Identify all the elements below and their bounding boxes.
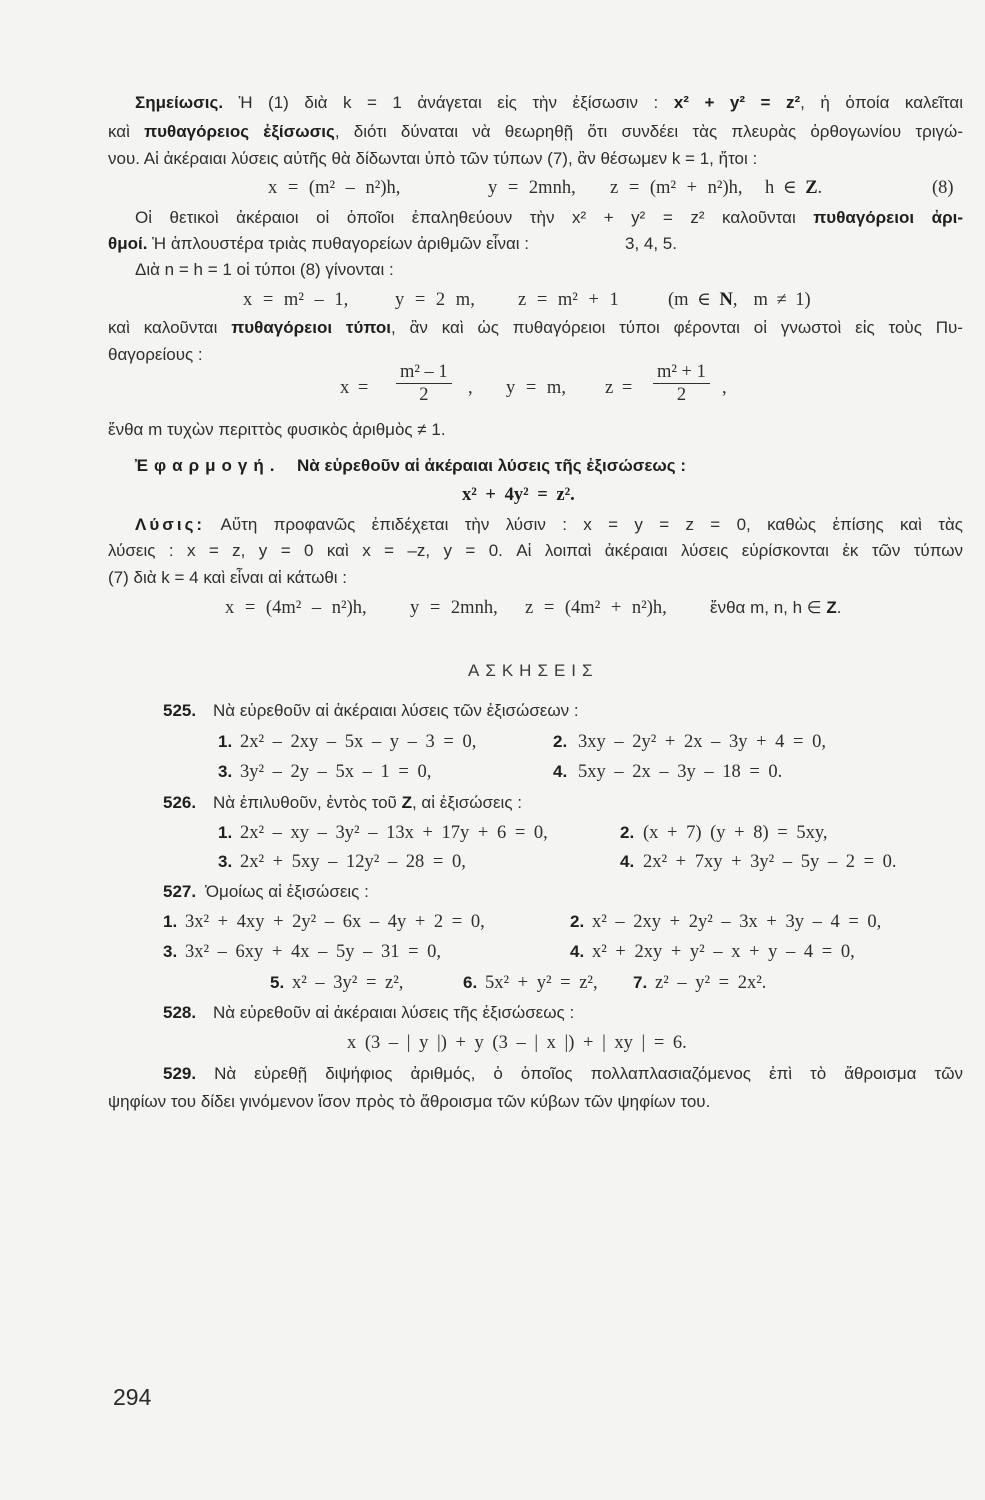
fraction-formula-y: y = m, — [506, 378, 566, 398]
item-equation: z² – y² = 2x². — [655, 973, 767, 993]
exercises-heading: ΑΣΚΗΣΕΙΣ — [468, 661, 599, 680]
fraction-x-numerator: m² – 1 — [396, 361, 452, 384]
pythagorean-triple: 3, 4, 5. — [625, 234, 677, 253]
solution-formula-x: x = (4m² – n²)h, — [225, 598, 367, 618]
solution-formula-domain — [710, 596, 841, 620]
exercise-prompt: Νὰ εὑρεθοῦν αἱ ἀκέραιαι λύσεις τῆς ἐξισώσεως : — [213, 1003, 575, 1022]
formula-8-domain — [765, 176, 822, 200]
note-line-2 — [108, 120, 963, 144]
note-text: καὶ — [108, 122, 130, 141]
fraction-x — [396, 361, 452, 406]
special-formula-x: x = m² – 1, — [243, 290, 349, 310]
item-number: 4. — [620, 852, 635, 871]
application-equation: x² + 4y² = z². — [462, 485, 575, 505]
item-equation: 5xy – 2x – 3y – 18 = 0. — [578, 762, 783, 782]
fraction-z — [653, 361, 710, 406]
odd-number-condition: ἔνθα m τυχὼν περιττὸς φυσικὸς ἀριθμὸς ≠ 1. — [108, 420, 446, 439]
item-number: 5. — [270, 973, 285, 992]
solution-formula-z: z = (4m² + n²)h, — [525, 598, 667, 618]
item-number: 1. — [163, 912, 178, 931]
pythagorean-line-5 — [135, 206, 963, 230]
integer-set-symbol: Z — [826, 598, 837, 617]
note-line-3: νου. Αἱ ἀκέραιαι λύσεις αὐτῆς θὰ δίδωνται ὑπὸ τῶν τύπων (7), ἂν θέσωμεν k = 1, ἤτοι : — [108, 149, 758, 168]
body-text: , ἂν καὶ ὡς πυθαγόρειοι τύποι φέρονται οἱ γνωστοὶ εἰς τοὺς Πυ- — [391, 318, 963, 337]
natural-set-symbol: N — [719, 290, 733, 310]
fraction-formula-comma: , — [468, 378, 473, 398]
item-equation: 2x² – 2xy – 5x – y – 3 = 0, — [240, 732, 477, 752]
item-number: 1. — [218, 732, 233, 751]
formula-8-domain-text: h ∈ — [765, 178, 797, 198]
condition-comma: , — [732, 290, 738, 310]
equation-tag: (8) — [932, 178, 954, 198]
fraction-z-numerator: m² + 1 — [653, 361, 710, 384]
solution-domain-text: ἔνθα m, n, h ∈ — [710, 598, 822, 617]
integer-set-symbol: Z — [401, 793, 412, 812]
item-equation: x² – 2xy + 2y² – 3x + 3y – 4 = 0, — [592, 912, 882, 932]
note-text: , ἡ ὁποία καλεῖται — [800, 93, 963, 112]
special-formula-z: z = m² + 1 — [518, 290, 619, 310]
note-text: Ἡ (1) διὰ k = 1 ἀνάγεται εἰς τὴν ἐξίσωσιν : — [238, 93, 659, 112]
fraction-formula-x-lhs: x = — [340, 378, 369, 398]
solution-formula-y: y = 2mnh, — [410, 598, 498, 618]
pythagorean-formulas-term: πυθαγόρειοι τύποι — [231, 318, 392, 337]
fraction-z-denominator: 2 — [676, 385, 687, 405]
item-number: 4. — [553, 762, 568, 781]
body-text: καὶ καλοῦνται — [108, 318, 218, 337]
exercise-529-line-1 — [163, 1062, 963, 1086]
pythagorean-equation-term: πυθαγόρειος ἐξίσωσις — [144, 122, 335, 141]
pythagorean-formulas-line-9 — [108, 316, 963, 340]
prompt-text: , αἱ ἐξισώσεις : — [411, 793, 522, 812]
solution-domain-period: . — [836, 598, 842, 617]
item-equation: 5x² + y² = z², — [485, 973, 598, 993]
fraction-x-denominator: 2 — [419, 385, 429, 405]
condition-rest: m ≠ 1) — [753, 290, 811, 310]
item-equation: (x + 7) (y + 8) = 5xy, — [643, 823, 828, 843]
item-number: 6. — [463, 973, 478, 992]
item-number: 3. — [218, 852, 233, 871]
exercise-number: 526. — [163, 793, 197, 812]
pythagorean-line-6 — [108, 232, 529, 256]
exercise-prompt — [213, 791, 522, 815]
formula-8-y: y = 2mnh, — [488, 178, 576, 198]
fraction-formula-z-lhs: z = — [605, 378, 633, 398]
pythagorean-numbers-term: πυθαγόρειοι ἀρι- — [813, 208, 963, 227]
body-text: Ἡ ἁπλουστέρα τριὰς πυθαγορείων ἀριθμῶν εἶναι : — [152, 234, 529, 253]
item-equation: 3xy – 2y² + 2x – 3y + 4 = 0, — [578, 732, 826, 752]
item-equation: 3y² – 2y – 5x – 1 = 0, — [240, 762, 432, 782]
exercise-number: 529. — [163, 1064, 197, 1083]
exercise-number: 525. — [163, 701, 197, 720]
solution-line-2: λύσεις : x = z, y = 0 καὶ x = –z, y = 0. Αἱ λοιπαὶ ἀκέραιαι λύσεις εὑρίσκονται ἐκ τῶν τύπων — [108, 541, 963, 560]
condition-open: (m ∈ — [668, 290, 711, 310]
item-number: 7. — [633, 973, 648, 992]
item-number: 3. — [218, 762, 233, 781]
item-number: 3. — [163, 942, 178, 961]
formula-8-z: z = (m² + n²)h, — [610, 178, 743, 198]
item-equation: x² + 2xy + y² – x + y – 4 = 0, — [592, 942, 855, 962]
fraction-formula-end-comma: , — [722, 378, 727, 398]
note-label: Σημείωσις. — [135, 93, 224, 112]
item-number: 1. — [218, 823, 233, 842]
item-equation: 2x² + 5xy – 12y² – 28 = 0, — [240, 852, 466, 872]
note-line-1 — [135, 91, 963, 115]
application-label: Ἐφαρμογή. — [135, 456, 281, 475]
body-text: Οἱ θετικοὶ ἀκέραιοι οἱ ὁποῖοι ἐπαληθεύουν τὴν x² + y² = z² καλοῦνται — [135, 208, 796, 227]
application-prompt: Νὰ εὑρεθοῦν αἱ ἀκέραιαι λύσεις τῆς ἐξισώσεως : — [297, 456, 686, 475]
pythagorean-numbers-term-end: θμοί. — [108, 234, 148, 253]
special-formula-y: y = 2 m, — [395, 290, 475, 310]
integer-set-symbol: Z — [805, 178, 818, 198]
exercise-529-line-2: ψηφίων του δίδει γινόμενον ἴσον πρὸς τὸ ἄθροισμα τῶν κύβων τῶν ψηφίων του. — [108, 1092, 711, 1111]
special-formula-condition — [668, 288, 811, 312]
solution-line-3: (7) διὰ k = 4 καὶ εἶναι αἱ κάτωθι : — [108, 568, 348, 587]
formula-8-period: . — [817, 178, 823, 198]
item-equation: 2x² + 7xy + 3y² – 5y – 2 = 0. — [643, 852, 897, 872]
note-text: , διότι δύναται νὰ θεωρηθῇ ὅτι συνδέει τὰς πλευρὰς ὀρθογωνίου τριγώ- — [334, 122, 963, 141]
exercise-prompt: Νὰ εὑρεθοῦν αἱ ἀκέραιαι λύσεις τῶν ἐξισώσεων : — [213, 701, 579, 720]
page-number: 294 — [113, 1384, 152, 1410]
prompt-text: Νὰ ἐπιλυθοῦν, ἐντὸς τοῦ — [213, 793, 397, 812]
pythagorean-formulas-line-10: θαγορείους : — [108, 345, 203, 364]
item-equation: 3x² + 4xy + 2y² – 6x – 4y + 2 = 0, — [185, 912, 485, 932]
solution-line-1 — [135, 513, 963, 537]
item-equation: 3x² – 6xy + 4x – 5y – 31 = 0, — [185, 942, 442, 962]
item-equation: 2x² – xy – 3y² – 13x + 17y + 6 = 0, — [240, 823, 548, 843]
exercise-number: 527. — [163, 882, 197, 901]
exercise-prompt: Νὰ εὑρεθῇ διψήφιος ἀριθμός, ὁ ὁποῖος πολλαπλασιαζόμενος ἐπὶ τὸ ἄθροισμα τῶν — [214, 1064, 963, 1083]
pythagorean-equation: x² + y² = z² — [673, 93, 801, 112]
exercise-number: 528. — [163, 1003, 197, 1022]
item-number: 2. — [553, 732, 568, 751]
exercise-prompt: Ὁμοίως αἱ ἐξισώσεις : — [205, 882, 369, 901]
formula-8-x: x = (m² – n²)h, — [268, 178, 401, 198]
pythagorean-line-7: Διὰ n = h = 1 οἱ τύποι (8) γίνονται : — [135, 260, 394, 279]
item-number: 2. — [570, 912, 585, 931]
item-equation: x² – 3y² = z², — [292, 973, 404, 993]
body-text: Αὕτη προφανῶς ἐπιδέχεται τὴν λύσιν : x = y = z = 0, καθὼς ἐπίσης καὶ τὰς — [220, 515, 963, 534]
item-number: 2. — [620, 823, 635, 842]
solution-label: Λύσις: — [135, 515, 206, 534]
item-number: 4. — [570, 942, 585, 961]
absolute-value-equation: x (3 – | y |) + y (3 – | x |) + | xy | = 6. — [347, 1033, 687, 1053]
